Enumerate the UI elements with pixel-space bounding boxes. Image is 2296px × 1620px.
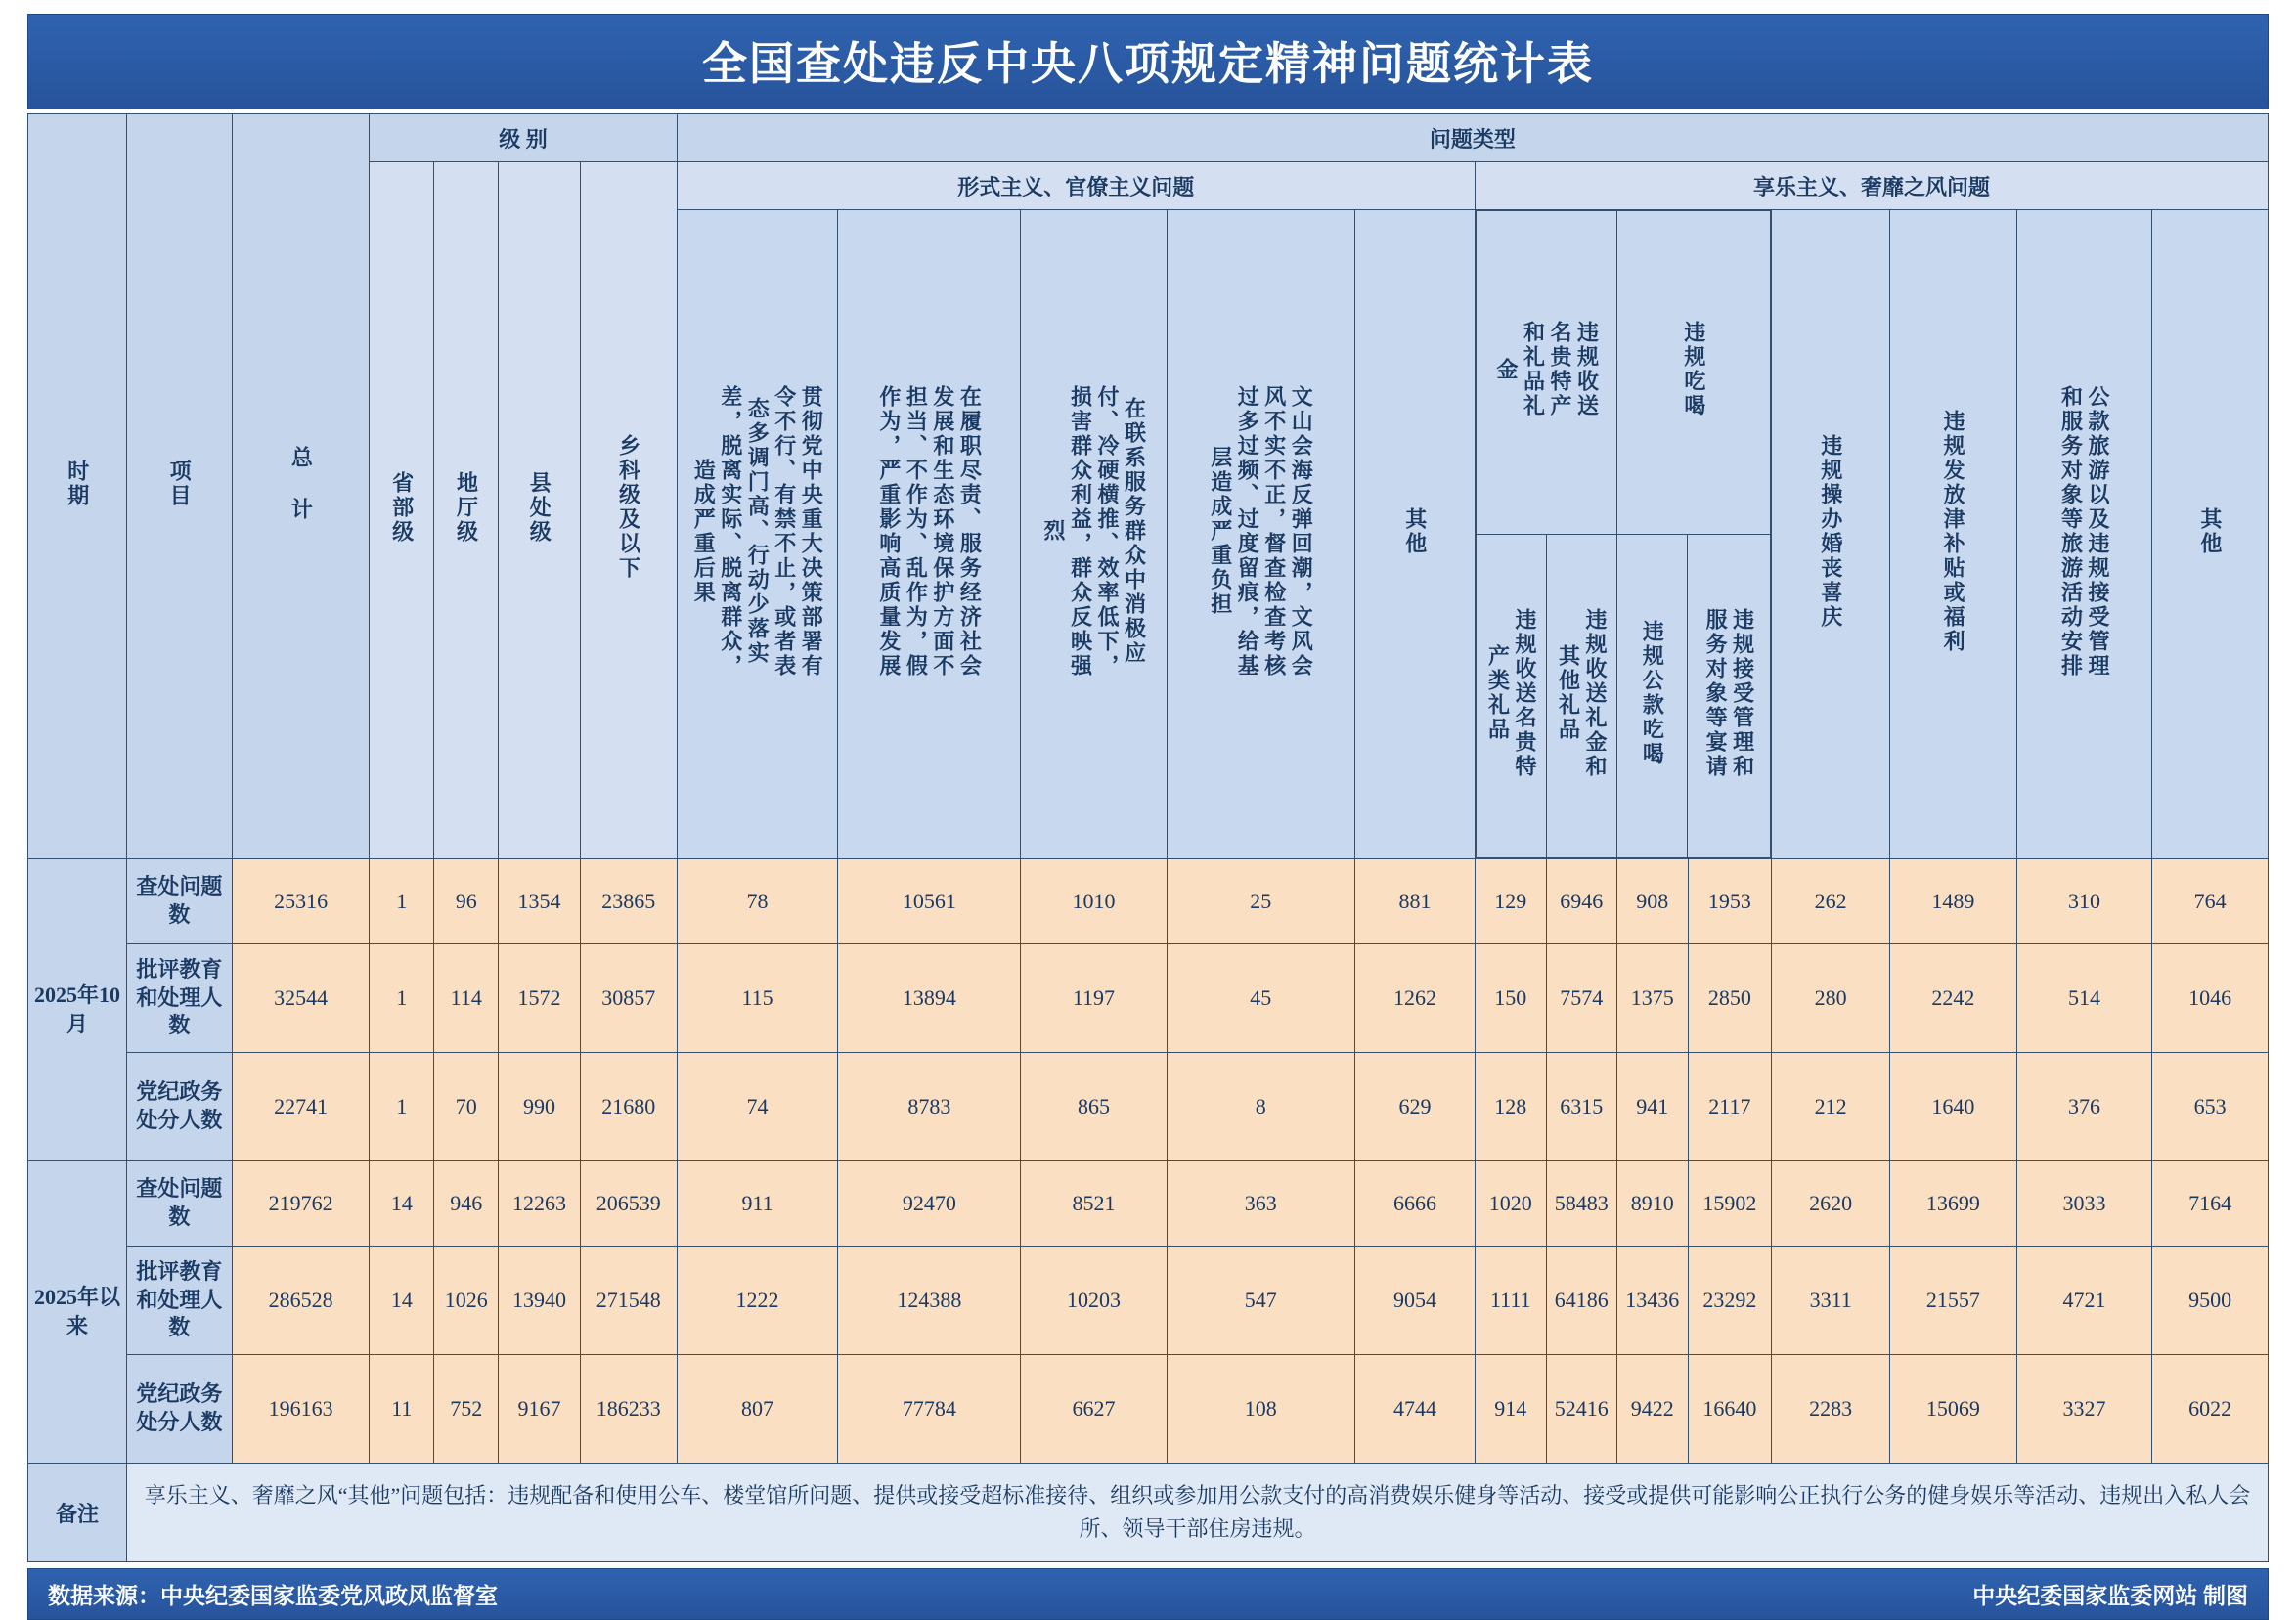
header-formalism-col-other: 其他 bbox=[1354, 210, 1475, 859]
row-label: 党纪政务处分人数 bbox=[127, 1355, 233, 1464]
cell: 3311 bbox=[1772, 1247, 1890, 1355]
cell: 74 bbox=[677, 1053, 838, 1161]
row-label: 批评教育和处理人数 bbox=[127, 1247, 233, 1355]
header-wedding-funeral: 违规操办婚丧喜庆 bbox=[1772, 210, 1890, 859]
header-period: 时期 bbox=[28, 114, 127, 859]
cell: 108 bbox=[1167, 1355, 1354, 1464]
cell: 3033 bbox=[2016, 1161, 2151, 1247]
cell: 7164 bbox=[2152, 1161, 2269, 1247]
header-public-funded-travel: 公款旅游以及违规接受管理和服务对象等旅游活动安排 bbox=[2016, 210, 2151, 859]
row-label: 查处问题数 bbox=[127, 859, 233, 944]
cell: 946 bbox=[434, 1161, 499, 1247]
cell: 13940 bbox=[499, 1247, 581, 1355]
cell: 6315 bbox=[1546, 1053, 1617, 1161]
period-label-1: 2025年10月 bbox=[28, 859, 127, 1161]
cell: 8910 bbox=[1617, 1161, 1689, 1247]
cell: 8521 bbox=[1021, 1161, 1167, 1247]
cell: 629 bbox=[1354, 1053, 1475, 1161]
note-label: 备注 bbox=[28, 1464, 127, 1562]
cell: 262 bbox=[1772, 859, 1890, 944]
cell: 1111 bbox=[1475, 1247, 1546, 1355]
header-gift-money: 违规收送礼金和其他礼品 bbox=[1547, 535, 1617, 858]
cell: 77784 bbox=[838, 1355, 1021, 1464]
cell: 376 bbox=[2016, 1053, 2151, 1161]
cell: 941 bbox=[1617, 1053, 1689, 1161]
cell: 206539 bbox=[580, 1161, 677, 1247]
note-row bbox=[28, 1464, 2269, 1562]
header-allowance: 违规发放津补贴或福利 bbox=[1890, 210, 2017, 859]
cell: 23292 bbox=[1688, 1247, 1772, 1355]
cell: 1020 bbox=[1475, 1161, 1546, 1247]
page-title: 全国查处违反中央八项规定精神问题统计表 bbox=[27, 14, 2269, 109]
cell: 13894 bbox=[838, 944, 1021, 1053]
cell: 15902 bbox=[1688, 1161, 1772, 1247]
cell: 16640 bbox=[1688, 1355, 1772, 1464]
cell: 2620 bbox=[1772, 1161, 1890, 1247]
cell: 914 bbox=[1475, 1355, 1546, 1464]
cell: 1375 bbox=[1617, 944, 1689, 1053]
cell: 990 bbox=[499, 1053, 581, 1161]
cell: 1046 bbox=[2152, 944, 2269, 1053]
cell: 21680 bbox=[580, 1053, 677, 1161]
table-row bbox=[28, 1053, 2269, 1161]
cell: 1572 bbox=[499, 944, 581, 1053]
cell: 115 bbox=[677, 944, 838, 1053]
header-formalism-col-2: 在履职尽责、服务经济社会发展和生态环境保护方面不担当、不作为、乱作为，假作为，严重影响高质量发展 bbox=[838, 210, 1021, 859]
cell: 70 bbox=[434, 1053, 499, 1161]
cell: 23865 bbox=[580, 859, 677, 944]
header-formalism-col-3: 在联系服务群众中消极应付、冷硬横推、效率低下，损害群众利益，群众反映强烈 bbox=[1021, 210, 1167, 859]
header-problem-type-group: 问题类型 bbox=[677, 114, 2268, 162]
cell: 52416 bbox=[1546, 1355, 1617, 1464]
cell: 1010 bbox=[1021, 859, 1167, 944]
cell: 6022 bbox=[2152, 1355, 2269, 1464]
cell: 3327 bbox=[2016, 1355, 2151, 1464]
table-row bbox=[28, 1355, 2269, 1464]
cell: 25 bbox=[1167, 859, 1354, 944]
statistics-table bbox=[27, 113, 2269, 1562]
cell: 6946 bbox=[1546, 859, 1617, 944]
cell: 14 bbox=[370, 1247, 434, 1355]
cell: 6666 bbox=[1354, 1161, 1475, 1247]
cell: 45 bbox=[1167, 944, 1354, 1053]
cell: 8783 bbox=[838, 1053, 1021, 1161]
period-label-2: 2025年以来 bbox=[28, 1161, 127, 1464]
cell: 10561 bbox=[838, 859, 1021, 944]
cell-total: 286528 bbox=[232, 1247, 370, 1355]
header-level-group: 级 别 bbox=[370, 114, 677, 162]
cell: 12263 bbox=[499, 1161, 581, 1247]
cell-total: 196163 bbox=[232, 1355, 370, 1464]
cell: 7574 bbox=[1546, 944, 1617, 1053]
cell: 124388 bbox=[838, 1247, 1021, 1355]
cell: 96 bbox=[434, 859, 499, 944]
header-item: 项目 bbox=[127, 114, 233, 859]
cell-total: 219762 bbox=[232, 1161, 370, 1247]
row-label: 查处问题数 bbox=[127, 1161, 233, 1247]
cell: 4721 bbox=[2016, 1247, 2151, 1355]
cell: 363 bbox=[1167, 1161, 1354, 1247]
table-row bbox=[28, 1247, 2269, 1355]
footer-source: 数据来源：中央纪委国家监委党风政风监督室 bbox=[48, 1584, 498, 1608]
cell: 1 bbox=[370, 1053, 434, 1161]
cell: 1354 bbox=[499, 859, 581, 944]
row-label: 批评教育和处理人数 bbox=[127, 944, 233, 1053]
header-formalism-group: 形式主义、官僚主义问题 bbox=[677, 162, 1475, 210]
cell: 881 bbox=[1354, 859, 1475, 944]
header-drink-group: 违规吃喝 bbox=[1617, 211, 1771, 535]
cell-total: 22741 bbox=[232, 1053, 370, 1161]
header-hedonism-other: 其他 bbox=[2152, 210, 2269, 859]
cell: 1262 bbox=[1354, 944, 1475, 1053]
cell: 2850 bbox=[1688, 944, 1772, 1053]
header-level-sheng-bu: 省部级 bbox=[370, 162, 434, 859]
cell: 58483 bbox=[1546, 1161, 1617, 1247]
cell: 11 bbox=[370, 1355, 434, 1464]
cell: 150 bbox=[1475, 944, 1546, 1053]
header-hedonism-group: 享乐主义、奢靡之风问题 bbox=[1475, 162, 2268, 210]
cell: 4744 bbox=[1354, 1355, 1475, 1464]
cell: 1 bbox=[370, 944, 434, 1053]
cell: 2242 bbox=[1890, 944, 2017, 1053]
cell: 13436 bbox=[1617, 1247, 1689, 1355]
cell: 280 bbox=[1772, 944, 1890, 1053]
cell-total: 32544 bbox=[232, 944, 370, 1053]
cell: 30857 bbox=[580, 944, 677, 1053]
cell: 9500 bbox=[2152, 1247, 2269, 1355]
header-level-xiang-ke: 乡科级及以下 bbox=[580, 162, 677, 859]
cell: 1197 bbox=[1021, 944, 1167, 1053]
cell: 128 bbox=[1475, 1053, 1546, 1161]
cell: 186233 bbox=[580, 1355, 677, 1464]
cell: 8 bbox=[1167, 1053, 1354, 1161]
header-total: 总 计 bbox=[232, 114, 370, 859]
cell: 908 bbox=[1617, 859, 1689, 944]
footer-bar bbox=[27, 1568, 2269, 1620]
cell: 2283 bbox=[1772, 1355, 1890, 1464]
cell: 6627 bbox=[1021, 1355, 1167, 1464]
cell: 21557 bbox=[1890, 1247, 2017, 1355]
cell: 129 bbox=[1475, 859, 1546, 944]
cell: 911 bbox=[677, 1161, 838, 1247]
cell: 13699 bbox=[1890, 1161, 2017, 1247]
cell: 807 bbox=[677, 1355, 838, 1464]
cell: 271548 bbox=[580, 1247, 677, 1355]
cell: 212 bbox=[1772, 1053, 1890, 1161]
cell: 310 bbox=[2016, 859, 2151, 944]
cell: 865 bbox=[1021, 1053, 1167, 1161]
header-gift-specialty: 违规收送名贵特产类礼品 bbox=[1476, 535, 1546, 858]
cell: 514 bbox=[2016, 944, 2151, 1053]
cell: 1953 bbox=[1688, 859, 1772, 944]
cell: 764 bbox=[2152, 859, 2269, 944]
cell: 15069 bbox=[1890, 1355, 2017, 1464]
cell: 14 bbox=[370, 1161, 434, 1247]
header-gift-group: 违规收送名贵特产和礼品礼金 bbox=[1476, 211, 1616, 535]
cell: 92470 bbox=[838, 1161, 1021, 1247]
table-row bbox=[28, 859, 2269, 944]
header-level-di-ting: 地厅级 bbox=[434, 162, 499, 859]
header-row-1 bbox=[28, 114, 2269, 162]
table-row bbox=[28, 1161, 2269, 1247]
cell: 1640 bbox=[1890, 1053, 2017, 1161]
cell: 653 bbox=[2152, 1053, 2269, 1161]
cell: 9422 bbox=[1617, 1355, 1689, 1464]
row-label: 党纪政务处分人数 bbox=[127, 1053, 233, 1161]
cell: 1026 bbox=[434, 1247, 499, 1355]
cell: 752 bbox=[434, 1355, 499, 1464]
cell: 9167 bbox=[499, 1355, 581, 1464]
note-text: 享乐主义、奢靡之风“其他”问题包括：违规配备和使用公车、楼堂馆所问题、提供或接受超标准接待、组织或参加用公款支付的高消费娱乐健身等活动、接受或提供可能影响公正执行公务的健身娱乐等活动、违规出入私人会所、领导干部住房违规。 bbox=[127, 1464, 2269, 1562]
cell: 9054 bbox=[1354, 1247, 1475, 1355]
table-row bbox=[28, 944, 2269, 1053]
cell: 78 bbox=[677, 859, 838, 944]
header-formalism-col-1: 贯彻党中央重大决策部署有令不行、有禁不止，或者表态多调门高、行动少落实差，脱离实际、脱离群众，造成严重后果 bbox=[677, 210, 838, 859]
cell: 1489 bbox=[1890, 859, 2017, 944]
cell: 1222 bbox=[677, 1247, 838, 1355]
cell: 2117 bbox=[1688, 1053, 1772, 1161]
cell: 547 bbox=[1167, 1247, 1354, 1355]
cell: 114 bbox=[434, 944, 499, 1053]
cell-total: 25316 bbox=[232, 859, 370, 944]
header-formalism-col-4: 文山会海反弹回潮，文风会风不实不正，督查检查考核过多过频、过度留痕，给基层造成严重负担 bbox=[1167, 210, 1354, 859]
header-public-funds-dining: 违规公款吃喝 bbox=[1617, 535, 1688, 858]
cell: 1 bbox=[370, 859, 434, 944]
header-level-xian-chu: 县处级 bbox=[499, 162, 581, 859]
cell: 64186 bbox=[1546, 1247, 1617, 1355]
footer-credit: 中央纪委国家监委网站 制图 bbox=[1972, 1584, 2248, 1608]
header-banquet-acceptance: 违规接受管理和服务对象等宴请 bbox=[1688, 535, 1771, 858]
cell: 10203 bbox=[1021, 1247, 1167, 1355]
